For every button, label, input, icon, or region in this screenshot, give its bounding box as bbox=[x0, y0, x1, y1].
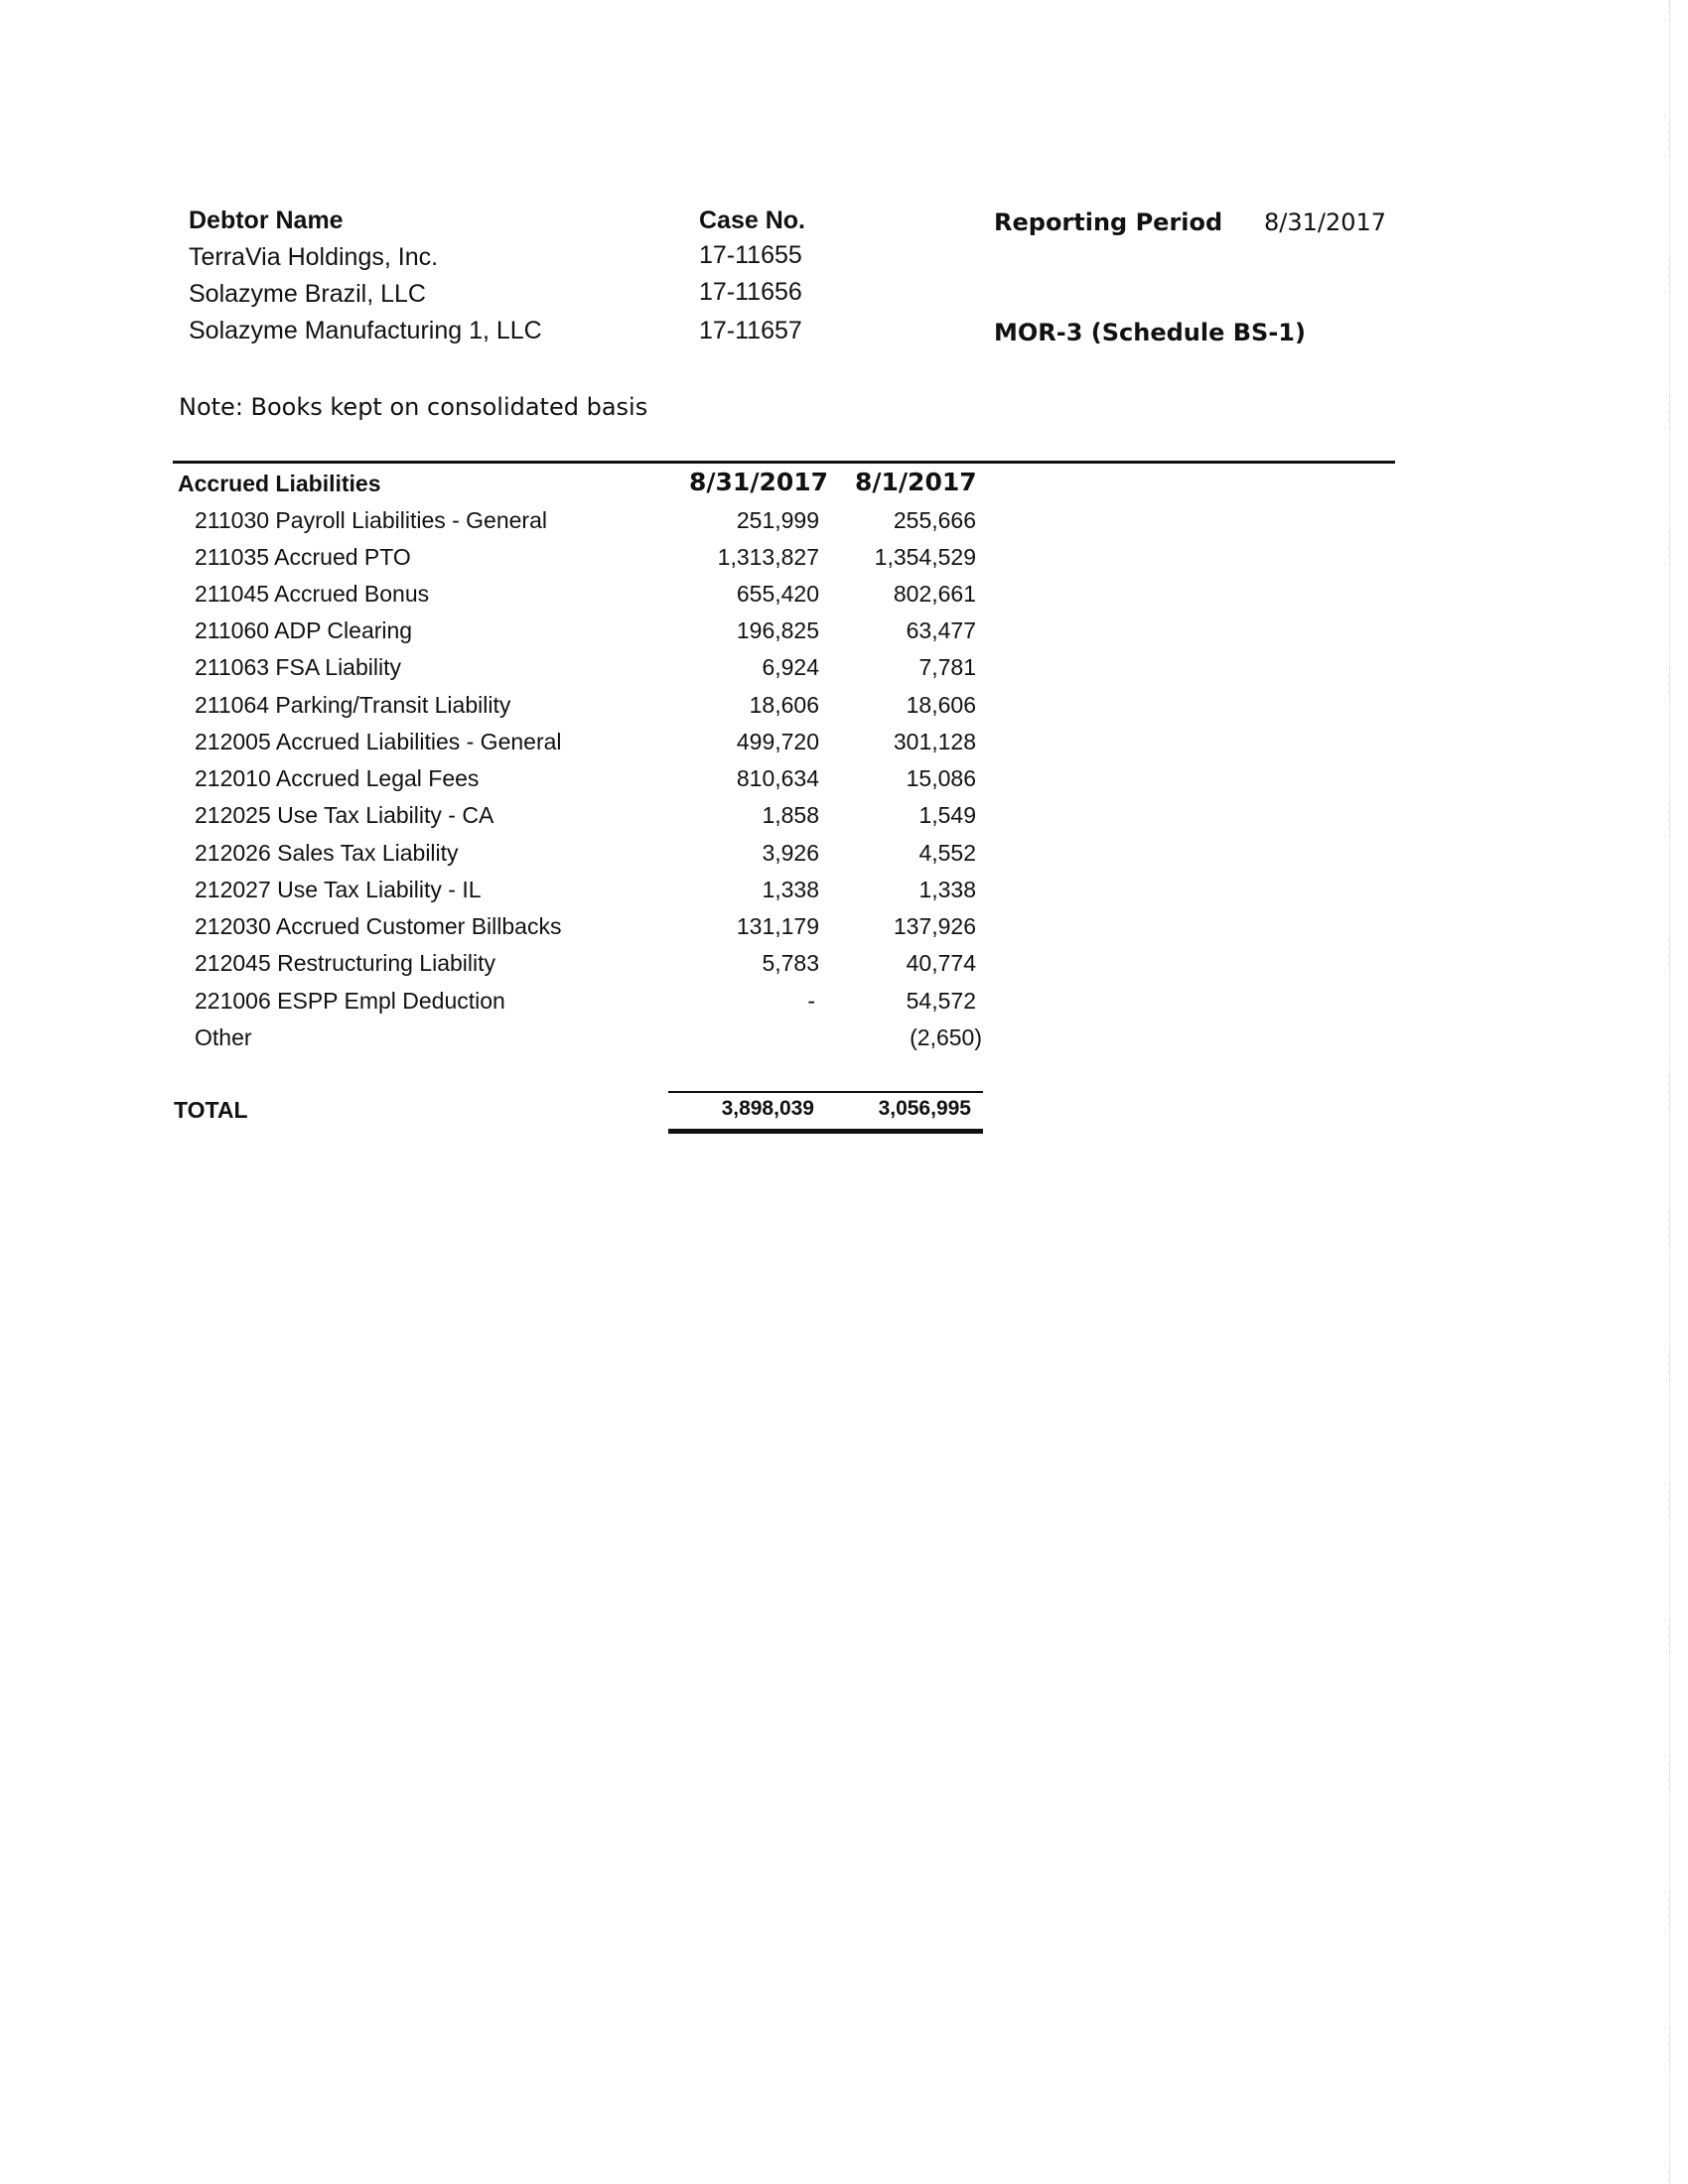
row-value-1: 196,825 bbox=[736, 617, 819, 643]
row-label: 212027 Use Tax Liability - IL bbox=[195, 877, 482, 902]
row-label: 212025 Use Tax Liability - CA bbox=[195, 802, 494, 828]
row-label: 211063 FSA Liability bbox=[195, 654, 401, 680]
debtor-name: Solazyme Manufacturing 1, LLC bbox=[189, 317, 542, 344]
column-header-1: 8/31/2017 bbox=[689, 468, 829, 496]
total-bottom-rule bbox=[668, 1129, 983, 1134]
row-value-1: 18,606 bbox=[749, 692, 819, 718]
debtor-name: Solazyme Brazil, LLC bbox=[189, 280, 426, 308]
row-label: 211060 ADP Clearing bbox=[195, 617, 413, 643]
row-value-2: 1,549 bbox=[918, 802, 976, 828]
reporting-period-label: Reporting Period bbox=[994, 208, 1223, 236]
row-value-1: 131,179 bbox=[736, 913, 819, 939]
row-label: 212005 Accrued Liabilities - General bbox=[195, 729, 562, 754]
row-label: 212010 Accrued Legal Fees bbox=[195, 765, 480, 791]
row-value-2: 4,552 bbox=[918, 840, 976, 866]
row-value-2: 802,661 bbox=[893, 581, 976, 607]
row-value-1: 1,313,827 bbox=[717, 544, 819, 570]
row-value-2: 40,774 bbox=[906, 950, 976, 976]
row-label: Other bbox=[195, 1024, 252, 1050]
row-value-1: 5,783 bbox=[762, 950, 819, 976]
reporting-period-value: 8/31/2017 bbox=[1264, 208, 1387, 236]
row-value-2: 1,338 bbox=[918, 877, 976, 902]
row-value-1: 251,999 bbox=[736, 507, 819, 533]
debtor-name: TerraVia Holdings, Inc. bbox=[189, 243, 439, 271]
row-value-1: 499,720 bbox=[736, 729, 819, 754]
row-label: 212026 Sales Tax Liability bbox=[195, 840, 459, 866]
page-edge-line bbox=[1669, 0, 1670, 2184]
row-value-1: 6,924 bbox=[762, 654, 819, 680]
row-value-1: 655,420 bbox=[736, 581, 819, 607]
total-value-2: 3,056,995 bbox=[878, 1097, 971, 1120]
row-label: 211030 Payroll Liabilities - General bbox=[195, 507, 547, 533]
total-label: TOTAL bbox=[174, 1097, 248, 1123]
row-value-2: 15,086 bbox=[906, 765, 976, 791]
row-value-2: 301,128 bbox=[893, 729, 976, 754]
row-value-2: (2,650) bbox=[910, 1024, 982, 1050]
table-top-rule bbox=[173, 461, 1395, 464]
case-no: 17-11655 bbox=[699, 241, 802, 269]
row-value-1: 1,858 bbox=[762, 802, 819, 828]
row-label: 212030 Accrued Customer Billbacks bbox=[195, 913, 562, 939]
total-value-1: 3,898,039 bbox=[721, 1097, 814, 1120]
row-label: 211045 Accrued Bonus bbox=[195, 581, 430, 607]
note-text: Note: Books kept on consolidated basis bbox=[179, 393, 648, 421]
debtor-name-label: Debtor Name bbox=[189, 206, 344, 234]
row-value-1: 810,634 bbox=[736, 765, 819, 791]
row-value-1: 3,926 bbox=[762, 840, 819, 866]
schedule-label: MOR-3 (Schedule BS-1) bbox=[994, 319, 1306, 346]
row-value-2: 1,354,529 bbox=[874, 544, 976, 570]
case-no: 17-11657 bbox=[699, 317, 802, 344]
row-label: 221006 ESPP Empl Deduction bbox=[195, 988, 505, 1014]
row-value-2: 7,781 bbox=[918, 654, 976, 680]
row-value-1: - bbox=[807, 988, 815, 1014]
case-no-label: Case No. bbox=[699, 206, 805, 234]
row-value-2: 54,572 bbox=[906, 988, 976, 1014]
column-header-2: 8/1/2017 bbox=[855, 468, 977, 496]
row-value-2: 63,477 bbox=[906, 617, 976, 643]
row-value-2: 137,926 bbox=[893, 913, 976, 939]
row-label: 211035 Accrued PTO bbox=[195, 544, 411, 570]
case-no: 17-11656 bbox=[699, 278, 802, 306]
row-value-1: 1,338 bbox=[762, 877, 819, 902]
total-top-rule bbox=[668, 1091, 983, 1093]
section-title: Accrued Liabilities bbox=[178, 471, 381, 496]
row-label: 211064 Parking/Transit Liability bbox=[195, 692, 511, 718]
row-label: 212045 Restructuring Liability bbox=[195, 950, 496, 976]
row-value-2: 255,666 bbox=[893, 507, 976, 533]
row-value-2: 18,606 bbox=[906, 692, 976, 718]
